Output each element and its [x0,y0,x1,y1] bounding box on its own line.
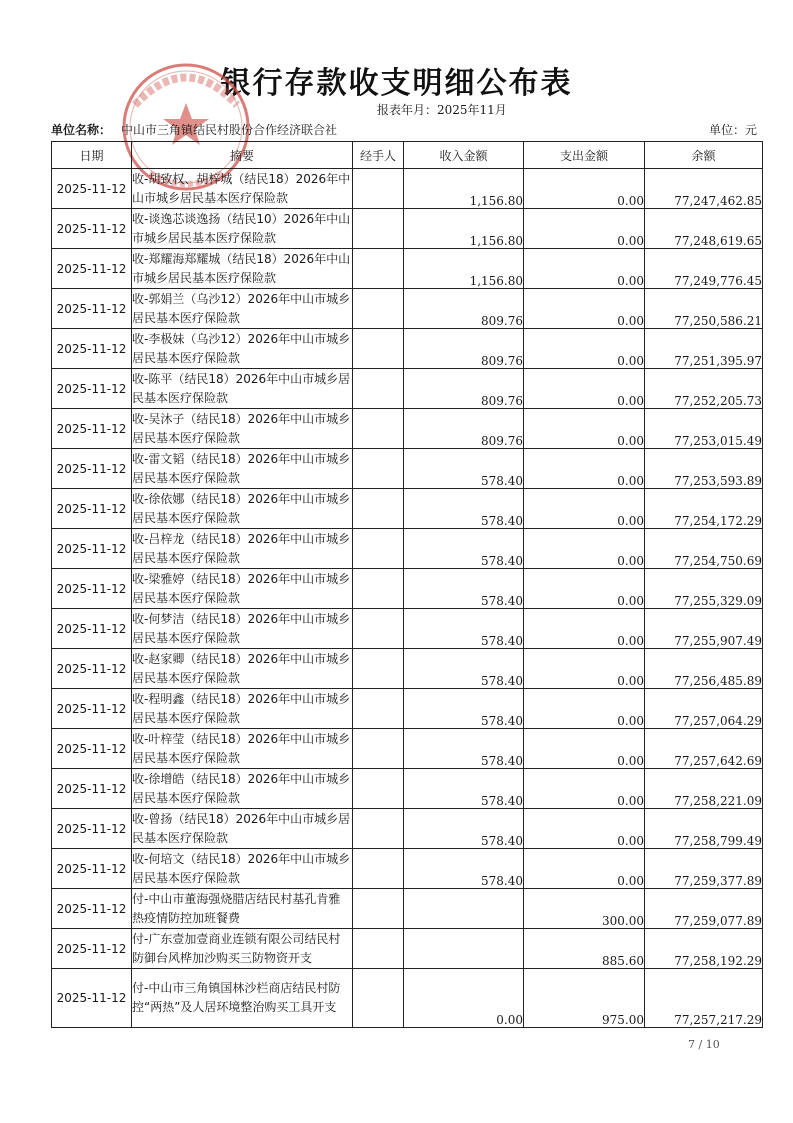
table-row [52,929,763,969]
row-date: 2025-11-12 [52,289,132,329]
row-date: 2025-11-12 [52,729,132,769]
row-income: 578.40 [404,769,524,809]
row-desc: 收-谈逸芯谈逸扬（结民10）2026年中山市城乡居民基本医疗保险款 [132,209,353,249]
row-income: 578.40 [404,689,524,729]
row-income: 1,156.80 [404,249,524,289]
row-handler [353,849,404,889]
row-expense: 0.00 [524,729,645,769]
row-balance: 77,257,217.29 [645,969,763,1028]
row-handler [353,409,404,449]
row-date: 2025-11-12 [52,409,132,449]
ledger-table [51,141,763,1028]
row-date: 2025-11-12 [52,969,132,1028]
table-row [52,849,763,889]
row-desc: 收-李极妹（乌沙12）2026年中山市城乡居民基本医疗保险款 [132,329,353,369]
row-income: 809.76 [404,329,524,369]
row-handler [353,889,404,929]
row-handler [353,289,404,329]
row-date: 2025-11-12 [52,369,132,409]
row-expense: 0.00 [524,649,645,689]
table-row [52,369,763,409]
row-expense: 0.00 [524,489,645,529]
row-desc: 收-吕梓龙（结民18）2026年中山市城乡居民基本医疗保险款 [132,529,353,569]
row-handler [353,489,404,529]
row-date: 2025-11-12 [52,169,132,209]
row-income: 578.40 [404,449,524,489]
row-desc: 收-赵家卿（结民18）2026年中山市城乡居民基本医疗保险款 [132,649,353,689]
row-desc: 付-中山市三角镇国林沙栏商店结民村防控“两热”及人居环境整治购买工具开支 [132,969,353,1028]
row-expense: 0.00 [524,249,645,289]
row-balance: 77,259,077.89 [645,889,763,929]
header-balance: 余额 [645,142,763,169]
row-income: 578.40 [404,489,524,529]
row-income: 578.40 [404,809,524,849]
row-balance: 77,258,192.29 [645,929,763,969]
row-desc: 收-何梦洁（结民18）2026年中山市城乡居民基本医疗保险款 [132,609,353,649]
table-row [52,769,763,809]
row-desc: 收-梁雅婷（结民18）2026年中山市城乡居民基本医疗保险款 [132,569,353,609]
page-number: 7 / 10 [688,1038,720,1051]
row-date: 2025-11-12 [52,649,132,689]
row-expense: 885.60 [524,929,645,969]
row-balance: 77,256,485.89 [645,649,763,689]
row-expense: 0.00 [524,209,645,249]
row-date: 2025-11-12 [52,929,132,969]
row-expense: 0.00 [524,609,645,649]
row-date: 2025-11-12 [52,849,132,889]
row-date: 2025-11-12 [52,569,132,609]
row-handler [353,649,404,689]
row-income: 578.40 [404,569,524,609]
row-desc: 收-徐依娜（结民18）2026年中山市城乡居民基本医疗保险款 [132,489,353,529]
row-income: 809.76 [404,369,524,409]
header-handler: 经手人 [353,142,404,169]
row-balance: 77,247,462.85 [645,169,763,209]
row-expense: 0.00 [524,329,645,369]
row-balance: 77,248,619.65 [645,209,763,249]
row-desc: 收-吴沐子（结民18）2026年中山市城乡居民基本医疗保险款 [132,409,353,449]
header-row [52,142,763,169]
header-income: 收入金额 [404,142,524,169]
row-balance: 77,255,907.49 [645,609,763,649]
row-desc: 收-雷文韬（结民18）2026年中山市城乡居民基本医疗保险款 [132,449,353,489]
table-row [52,889,763,929]
row-desc: 收-叶梓莹（结民18）2026年中山市城乡居民基本医疗保险款 [132,729,353,769]
header-expense: 支出金额 [524,142,645,169]
org-label: 单位名称： [51,123,112,137]
table-row [52,569,763,609]
table-row [52,809,763,849]
row-expense: 0.00 [524,809,645,849]
row-handler [353,169,404,209]
row-desc: 收-程明鑫（结民18）2026年中山市城乡居民基本医疗保险款 [132,689,353,729]
row-date: 2025-11-12 [52,809,132,849]
row-date: 2025-11-12 [52,449,132,489]
table-row [52,969,763,1028]
row-balance: 77,258,799.49 [645,809,763,849]
header-date: 日期 [52,142,132,169]
row-balance: 77,258,221.09 [645,769,763,809]
table-row [52,609,763,649]
row-date: 2025-11-12 [52,689,132,729]
row-income: 0.00 [404,969,524,1028]
row-income [404,889,524,929]
row-balance: 77,251,395.97 [645,329,763,369]
row-balance: 77,254,172.29 [645,489,763,529]
row-handler [353,689,404,729]
row-handler [353,529,404,569]
org-name: 中山市三角镇结民村股份合作经济联合社 [121,123,338,137]
row-income: 1,156.80 [404,209,524,249]
row-balance: 77,257,064.29 [645,689,763,729]
row-balance: 77,259,377.89 [645,849,763,889]
row-handler [353,809,404,849]
row-expense: 0.00 [524,689,645,729]
ledger-body [52,169,763,1028]
row-handler [353,249,404,289]
org-unit-row [51,121,763,139]
row-handler [353,449,404,489]
row-balance: 77,254,750.69 [645,529,763,569]
row-handler [353,569,404,609]
header-desc: 摘要 [132,142,353,169]
row-desc: 收-陈平（结民18）2026年中山市城乡居民基本医疗保险款 [132,369,353,409]
row-expense: 0.00 [524,369,645,409]
currency-unit: 单位：元 [708,123,757,137]
row-expense: 0.00 [524,569,645,609]
row-balance: 77,250,586.21 [645,289,763,329]
row-handler [353,329,404,369]
row-income: 578.40 [404,529,524,569]
row-expense: 0.00 [524,289,645,329]
table-row [52,409,763,449]
row-handler [353,769,404,809]
row-expense: 0.00 [524,449,645,489]
row-handler [353,729,404,769]
row-date: 2025-11-12 [52,529,132,569]
row-income: 578.40 [404,849,524,889]
row-expense: 0.00 [524,529,645,569]
row-expense: 0.00 [524,169,645,209]
row-date: 2025-11-12 [52,489,132,529]
row-date: 2025-11-12 [52,329,132,369]
row-expense: 0.00 [524,769,645,809]
row-income [404,929,524,969]
table-row [52,209,763,249]
table-row [52,529,763,569]
row-desc: 收-郭娟兰（乌沙12）2026年中山市城乡居民基本医疗保险款 [132,289,353,329]
row-date: 2025-11-12 [52,249,132,289]
table-row [52,329,763,369]
row-income: 578.40 [404,649,524,689]
row-income: 1,156.80 [404,169,524,209]
table-row [52,249,763,289]
row-desc: 付-中山市董海强烧腊店结民村基孔肯雅热疫情防控加班餐费 [132,889,353,929]
report-period: 报表年月：2025年11月 [377,103,507,117]
row-balance: 77,253,593.89 [645,449,763,489]
row-expense: 300.00 [524,889,645,929]
row-balance: 77,249,776.45 [645,249,763,289]
row-desc: 收-曾扬（结民18）2026年中山市城乡居民基本医疗保险款 [132,809,353,849]
row-balance: 77,252,205.73 [645,369,763,409]
table-row [52,729,763,769]
table-row [52,169,763,209]
row-income: 578.40 [404,729,524,769]
table-row [52,649,763,689]
table-row [52,289,763,329]
table-row [52,449,763,489]
row-expense: 975.00 [524,969,645,1028]
row-handler [353,209,404,249]
page-title: 银行存款收支明细公布表 [220,66,573,101]
row-balance: 77,253,015.49 [645,409,763,449]
row-handler [353,609,404,649]
row-expense: 0.00 [524,849,645,889]
row-desc: 收-郑耀海郑耀城（结民18）2026年中山市城乡居民基本医疗保险款 [132,249,353,289]
row-balance: 77,257,642.69 [645,729,763,769]
table-row [52,689,763,729]
row-handler [353,369,404,409]
row-desc: 收-胡致权、胡梓城（结民18）2026年中山市城乡居民基本医疗保险款 [132,169,353,209]
row-income: 578.40 [404,609,524,649]
row-handler [353,929,404,969]
row-date: 2025-11-12 [52,209,132,249]
row-handler [353,969,404,1028]
row-date: 2025-11-12 [52,609,132,649]
row-date: 2025-11-12 [52,889,132,929]
row-date: 2025-11-12 [52,769,132,809]
row-desc: 收-何培文（结民18）2026年中山市城乡居民基本医疗保险款 [132,849,353,889]
row-desc: 付-广东壹加壹商业连锁有限公司结民村防御台风桦加沙购买三防物资开支 [132,929,353,969]
row-expense: 0.00 [524,409,645,449]
row-balance: 77,255,329.09 [645,569,763,609]
row-income: 809.76 [404,409,524,449]
row-income: 809.76 [404,289,524,329]
row-desc: 收-徐增皓（结民18）2026年中山市城乡居民基本医疗保险款 [132,769,353,809]
table-row [52,489,763,529]
